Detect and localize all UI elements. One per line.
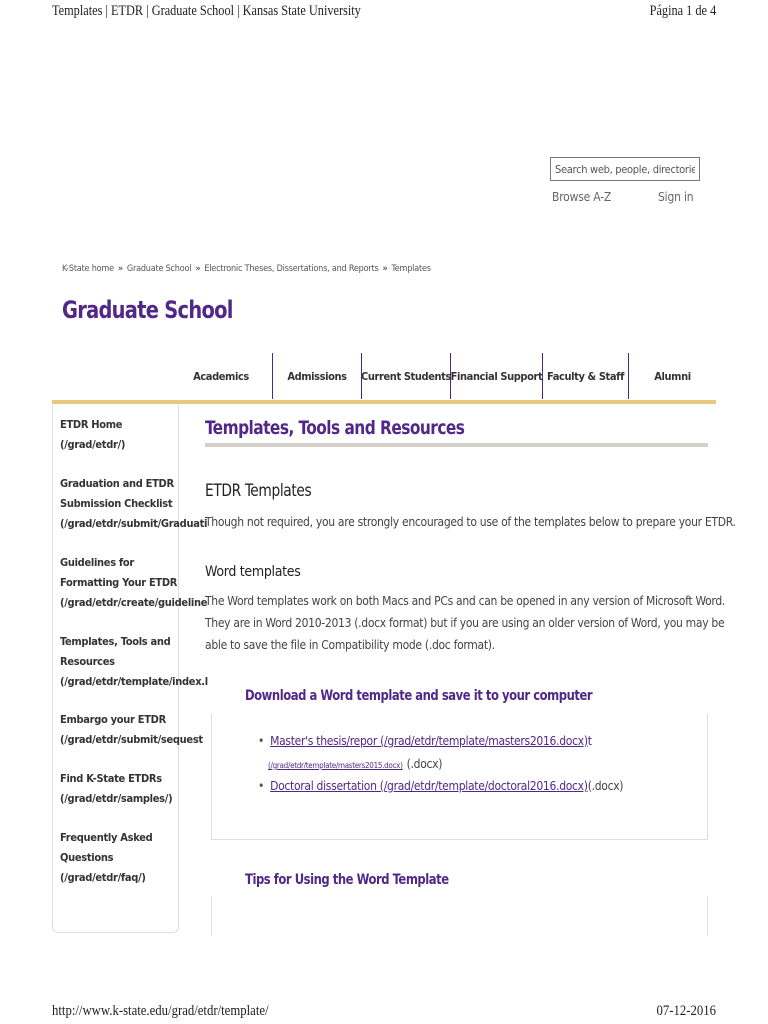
sidebar-item-label: ETDR Home [60,418,123,431]
tips-heading: Tips for Using the Word Template [245,872,449,888]
sidebar-item-label: Submission Checklist [60,497,173,510]
sidebar-item-label: Embargo your ETDR [60,713,166,726]
sidebar-item-url: (/grad/etdr/faq/) [60,871,146,884]
list-item [258,734,592,748]
list-item [258,779,623,793]
sidebar-item-templates[interactable] [60,632,208,692]
sidebar-item-faq[interactable] [60,828,200,888]
breadcrumb-graduate-school[interactable]: Graduate School [126,264,192,274]
doctoral-template-link[interactable]: Doctoral dissertation (/grad/etdr/template/doctoral2016.docx) [270,779,588,793]
bullet-icon: • [258,779,265,793]
breadcrumb-kstate-home[interactable]: K-State home [62,264,114,274]
word-templates-heading: Word templates [205,564,301,580]
breadcrumb [62,264,431,274]
etdr-intro-text: Though not required, you are strongly encouraged to use of the templates below to prepare your ETDR. [205,515,736,529]
sidebar-item-label: Guidelines for [60,556,135,569]
word-templates-text: The Word templates work on both Macs and PCs and can be opened in any version of Microsoft Word. [205,594,726,608]
sidebar-item-label: Graduation and ETDR [60,477,174,490]
nav-tab-current-students[interactable]: Current Students [361,353,450,399]
breadcrumb-separator-icon: » [382,264,388,274]
sidebar-item-guidelines[interactable] [60,553,208,613]
file-format-label: (.docx) [406,757,443,771]
masters-template-link-tail: t [587,734,592,748]
search-input[interactable] [550,157,700,181]
nav-tab-financial-support[interactable]: Financial Support [450,353,542,399]
page-title: Templates, Tools and Resources [205,417,465,439]
file-format-label: (.docx) [587,779,624,793]
sidebar-item-url: (/grad/etdr/create/guideline [60,596,208,609]
masters-template-sub [268,757,442,771]
nav-tab-admissions[interactable]: Admissions [272,353,361,399]
print-header-title: Templates | ETDR | Graduate School | Kansas State University [52,3,361,19]
sidebar-item-label: Questions [60,851,114,864]
sidebar-item-label: Resources [60,655,115,668]
sidebar-item-label: Templates, Tools and [60,635,171,648]
print-page-number: Página 1 de 4 [649,3,716,19]
print-footer-url: http://www.k-state.edu/grad/etdr/template/ [52,1003,269,1019]
site-title[interactable]: Graduate School [62,296,233,324]
sign-in-link[interactable]: Sign in [658,190,694,204]
sidebar-item-label: Find K-State ETDRs [60,772,162,785]
bullet-icon: • [258,734,265,748]
title-divider [205,443,708,447]
breadcrumb-separator-icon: » [117,264,123,274]
nav-tab-academics[interactable]: Academics [193,369,249,383]
sidebar-item-label: Frequently Asked [60,831,153,844]
sidebar-item-url: (/grad/etdr/submit/Graduati [60,517,208,530]
sidebar-item-find-etdrs[interactable] [60,769,200,809]
breadcrumb-current: Templates [391,264,431,274]
word-templates-text: They are in Word 2010-2013 (.docx format) but if you are using an older version of Word, you may be [205,616,725,630]
sidebar-item-label: Formatting Your ETDR [60,576,178,589]
sidebar-item-url: (/grad/etdr/submit/sequest [60,733,203,746]
main-nav [52,353,716,401]
download-template-heading: Download a Word template and save it to your computer [245,688,593,704]
masters-template-link[interactable]: Master's thesis/repor (/grad/etdr/template/masters2016.docx) [270,734,588,748]
sidebar-item-etdr-home[interactable] [60,415,200,455]
nav-tab-alumni[interactable]: Alumni [628,353,716,399]
sidebar-item-checklist[interactable] [60,474,208,534]
sidebar-item-url: (/grad/etdr/template/index.l [60,675,208,688]
print-footer-date: 07-12-2016 [656,1003,716,1019]
breadcrumb-separator-icon: » [195,264,201,274]
nav-tab-faculty-staff[interactable]: Faculty & Staff [542,353,628,399]
word-templates-text: able to save the file in Compatibility mode (.doc format). [205,638,495,652]
masters-2015-template-link[interactable]: (/grad/etdr/template/masters2015.docx) [268,761,403,770]
breadcrumb-etdr[interactable]: Electronic Theses, Dissertations, and Reports [204,264,379,274]
sidebar [52,405,208,933]
sidebar-item-url: (/grad/etdr/) [60,438,126,451]
browse-a-z-link[interactable]: Browse A-Z [552,190,612,204]
etdr-templates-heading: ETDR Templates [205,481,312,501]
tips-panel [211,896,708,936]
download-template-panel [211,714,708,840]
sidebar-item-url: (/grad/etdr/samples/) [60,792,173,805]
nav-divider [52,400,716,404]
sidebar-item-embargo[interactable] [60,710,203,750]
